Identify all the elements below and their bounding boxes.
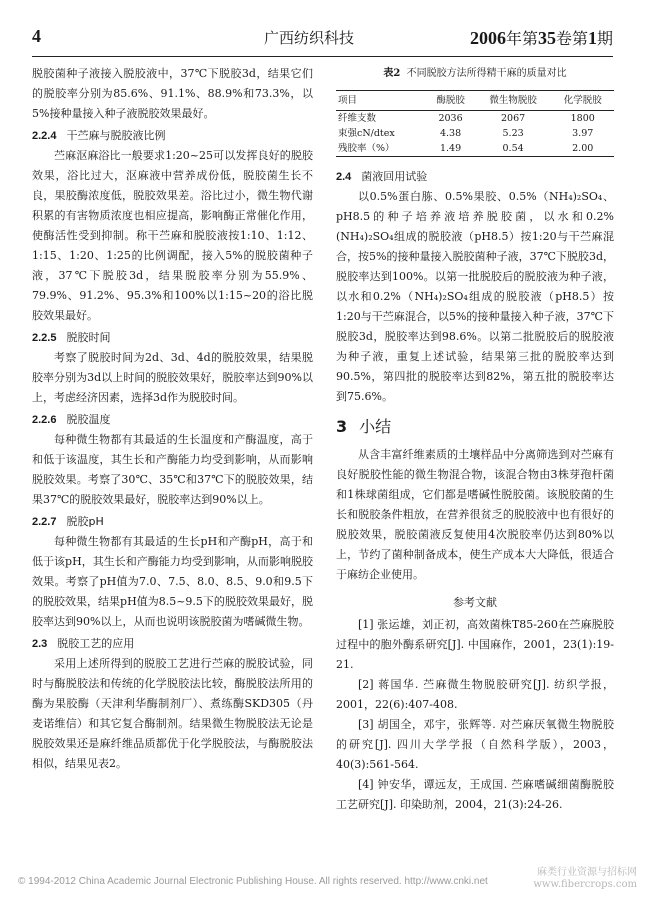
paragraph: 从含丰富纤维素质的土壤样品中分离筛选到对苎麻有良好脱胶性能的微生物混合物，该混合物由3株芽孢杆菌和1株球菌组成，它们都是嗜碱性脱胶菌。该脱胶菌的生长和脱胶条件粗放，在营养很贫乏的脱胶液中也有很好的脱胶效果，脱胶菌液反复使用4次脱胶率仍达到80%以上，节约了菌种制备成本，使生产成本大大降低，很适合于麻纺企业使用。 xyxy=(336,448,614,581)
paragraph: 脱胶菌种子液接入脱胶液中，37℃下脱胶3d，结果它们的脱胶率分别为85.6%、91.1%、88.9%和73.3%，以5%接种量接入种子液脱胶效果最好。 xyxy=(32,67,313,120)
table-header: 酶脱胶 xyxy=(426,91,474,111)
section-heading: 2.2.4 干苎麻与脱胶液比例 xyxy=(32,129,166,142)
right-column xyxy=(336,64,614,815)
section-heading: 2.2.5 脱胶时间 xyxy=(32,331,111,344)
paragraph: 苎麻沤麻浴比一般要求1:20~25可以发挥良好的脱胶效果，浴比过大，沤麻液中营养成份低，脱胶菌生长不良，果胶酶浓度低，脱胶效果差。浴比过小，微生物代谢积累的有害物质浓度也相应提高，影响酶正常催化作用，使酶活性受到抑制。称干苎麻和脱胶液按1:10、1:12、1:15、1:20、1:25的比例调配，接入5%的脱胶菌种子液，37℃下脱胶3d，结果脱胶率分别为55.9%、79.9%、91.2%、95.3%和100%以1:15~20的浴比脱胶效果最好。 xyxy=(32,149,313,322)
paragraph: 每种微生物都有其最适的生长温度和产酶温度，高于和低于该温度，其生长和产酶能力均受到影响，从而影响脱胶效果。考察了30℃、35℃和37℃下的脱胶效果，结果37℃的脱胶效果最好，脱胶率达到90%以上。 xyxy=(32,433,313,506)
table-header: 化学脱胶 xyxy=(551,91,614,111)
paragraph: 每种微生物都有其最适的生长pH和产酶pH，高于和低于该pH，其生长和产酶能力均受到影响，从而影响脱胶效果。考察了pH值为7.0、7.5、8.0、8.5、9.0和9.5下的脱胶效果，结果pH值为8.5~9.5下的脱胶效果最好，脱胶率达到90%以上，从而也说明该脱胶菌为嗜碱微生物。 xyxy=(32,535,313,628)
reference-item: [1] 张运雄，刘正初，高效菌株T85-260在苎麻脱胶过程中的胞外酶系研究[J]. 中国麻作，2001，23(1):19-21. xyxy=(336,618,614,671)
section-heading: 2.4 菌液回用试验 xyxy=(336,170,428,183)
section-heading: 3 小结 xyxy=(336,417,392,436)
table-header: 微生物脱胶 xyxy=(475,91,552,111)
copyright-footer: © 1994-2012 China Academic Journal Electronic Publishing House. All rights reserved. http://www.cnki.net xyxy=(18,876,488,887)
header-rule xyxy=(32,56,613,57)
reference-item: [2] 蒋国华. 苎麻微生物脱胶研究[J]. 纺织学报，2001，22(6):407-408. xyxy=(336,678,614,711)
table-row: 残胶率（%） 1.49 0.54 2.00 xyxy=(336,141,614,157)
section-heading: 2.3 脱胶工艺的应用 xyxy=(32,637,135,650)
table-row: 纤维支数 2036 2067 1800 xyxy=(338,113,595,124)
reference-item: [4] 钟安华，谭远友，王成国. 苎麻嗜碱细菌酶脱胶工艺研究[J]. 印染助剂，2004，21(3):24-26. xyxy=(336,778,614,811)
paragraph: 采用上述所得到的脱胶工艺进行苎麻的脱胶试验，同时与酶脱胶法和传统的化学脱胶法比较，酶脱胶法所用的酶为果胶酶（天津利华酶制剂厂）、煮练酶SKD305（丹麦诺维信）和其它复合酶制剂。结果微生物脱胶法无论是脱胶效果还是麻纤维品质都优于化学脱胶法，与酶脱胶法相似，结果见表2。 xyxy=(32,657,313,770)
quality-table xyxy=(336,90,614,157)
page-header xyxy=(32,20,613,56)
watermark: 麻类行业资源与招标网 www.fibercrops.com xyxy=(533,867,637,890)
paragraph: 以0.5%蛋白胨、0.5%果胶、0.5%（NH₄)₂SO₄、pH8.5的种子培养液培养脱胶菌，以水和0.2%(NH₄)₂SO₄组成的脱胶液（pH8.5）按1:20与干苎麻混合，按5%的接种量接入脱胶菌种子液，37℃下脱胶3d，脱胶率达到100%。以第一批脱胶后的脱胶液为种子液，以水和0.2%（NH₄)₂SO₄组成的脱胶液（pH8.5）按1:20与干苎麻混合，以5%的接种量接入种子液，37℃下脱胶3d，脱胶率达到98.6%。以第二批脱胶后的脱胶液为种子液，重复上述试验，结果第三批的脱胶率达到90.5%，第四批的脱胶率达到82%，第五批的脱胶率达到75.6%。 xyxy=(336,190,614,403)
paragraph: 考察了脱胶时间为2d、3d、4d的脱胶效果，结果脱胶率分别为3d以上时间的脱胶效果好，脱胶率达到90%以上，考虑经济因素，选择3d作为脱胶时间。 xyxy=(32,351,313,404)
references-title: 参考文献 xyxy=(453,596,497,609)
table-caption: 表2 不同脱胶方法所得精干麻的质量对比 xyxy=(383,68,567,79)
table-row: 束强cN/dtex 4.38 5.23 3.97 xyxy=(338,128,594,139)
section-heading: 2.2.6 脱胶温度 xyxy=(32,413,111,426)
references-list xyxy=(336,615,614,815)
reference-item: [3] 胡国全，邓宇，张辉等. 对苎麻厌氧微生物脱胶的研究[J]. 四川大学学报（自然科学版），2003，40(3):561-564. xyxy=(336,718,614,771)
left-column xyxy=(32,64,313,774)
table-header: 项目 xyxy=(336,91,426,111)
page-number: 4 xyxy=(32,26,41,46)
issue-info: 2006年第35卷第1期 xyxy=(469,28,613,48)
journal-name: 广西纺织科技 xyxy=(264,29,355,47)
section-heading: 2.2.7 脱胶pH xyxy=(32,515,104,528)
